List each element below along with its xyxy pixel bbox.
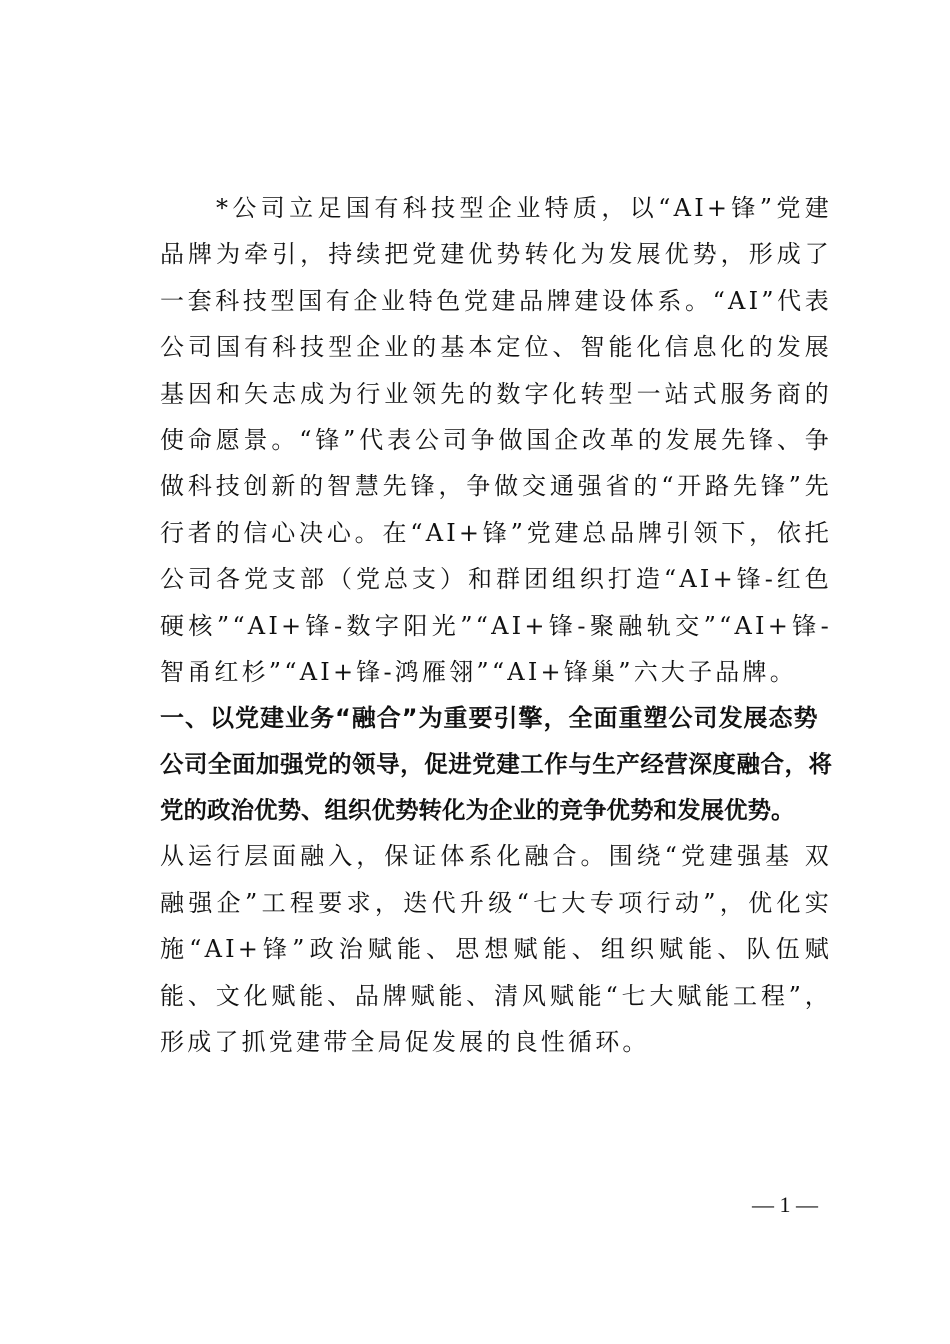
section-lead-paragraph: 公司全面加强党的领导，促进党建工作与生产经营深度融合，将党的政治优势、组织优势转化为企业的竞争优势和发展优势。 — [160, 750, 832, 825]
intro-paragraph: *公司立足国有科技型企业特质，以“AI+锋”党建品牌为牵引，持续把党建优势转化为发展优势，形成了一套科技型国有企业特色党建品牌建设体系。“AI”代表公司国有科技型企业的基本定位、智能化信息化的发展基因和矢志成为行业领先的数字化转型一站式服务商的使命愿景。“锋”代表公司争做国企改革的发展先锋、争做科技创新的智慧先锋，争做交通强省的“开路先锋”先行者的信心决心。在“AI+锋”党建总品牌引领下，依托公司各党支部（党总支）和群团组织打造“AI+锋-红色硬核”“AI+锋-数字阳光”“AI+锋-聚融轨交”“AI+锋-智甬红杉”“AI+锋-鸿雁翎”“AI+锋巢”六大子品牌。 — [160, 194, 832, 687]
body-paragraph: 从运行层面融入，保证体系化融合。围绕“党建强基 双融强企”工程要求，迭代升级“七大专项行动”，优化实施“AI+锋”政治赋能、思想赋能、组织赋能、队伍赋能、文化赋能、品牌赋能、清风赋能“七大赋能工程”，形成了抓党建带全局促发展的良性循环。 — [160, 842, 832, 1057]
document-body — [160, 185, 832, 1066]
page-number: — 1 — — [752, 1192, 818, 1217]
section-heading: 一、以党建业务“融合”为重要引擎，全面重塑公司发展态势 — [160, 704, 819, 733]
